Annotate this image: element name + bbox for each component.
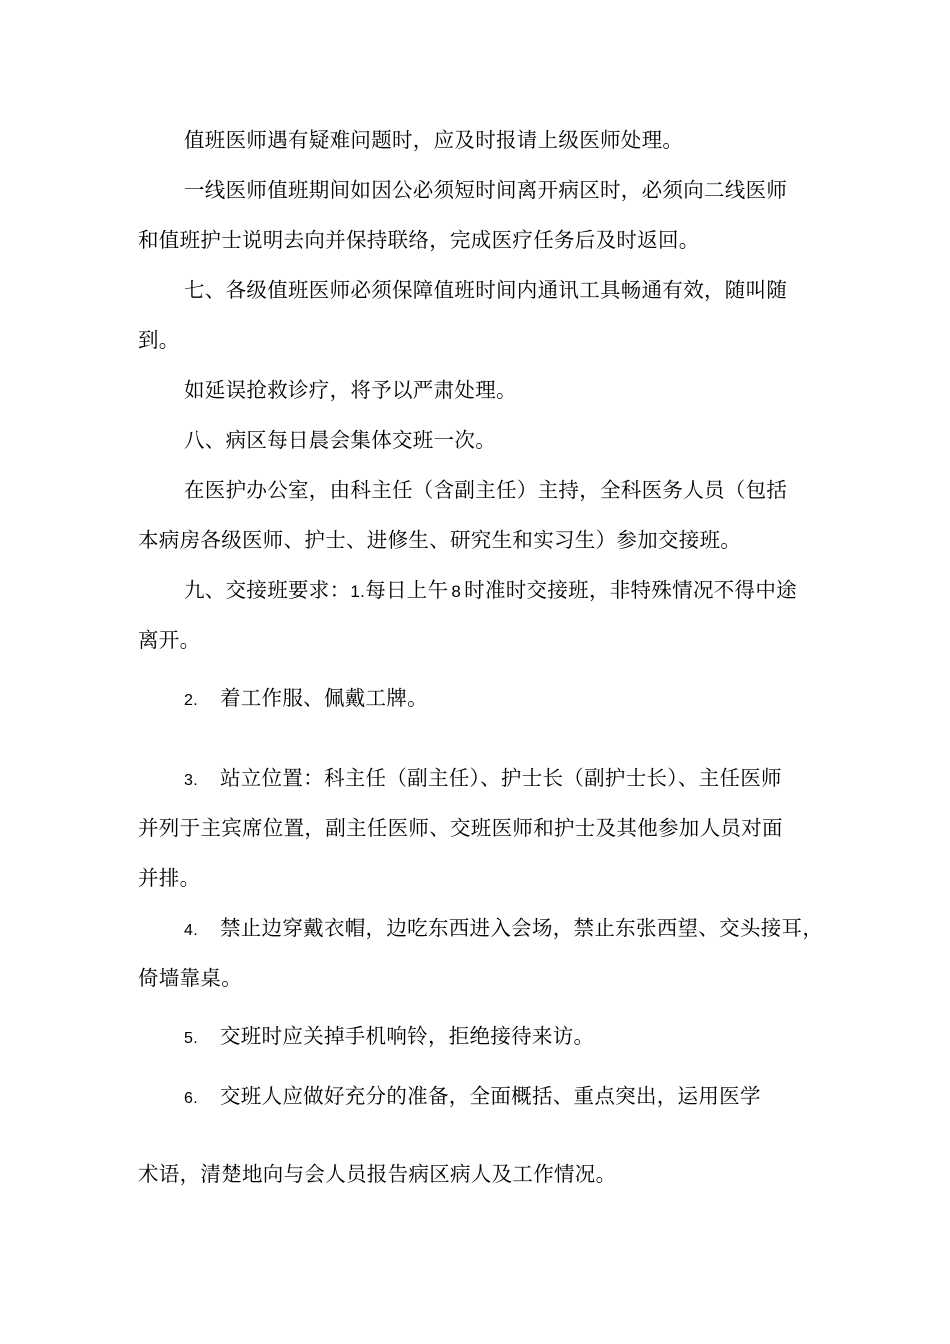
paragraph-line: 本病房各级医师、护士、进修生、研究生和实习生）参加交接班。 — [138, 528, 742, 552]
paragraph-line: 一线医师值班期间如因公必须短时间离开病区时，必须向二线医师 — [184, 178, 788, 202]
paragraph-line: 七、各级值班医师必须保障值班时间内通讯工具畅通有效，随叫随 — [184, 278, 788, 302]
list-item-text: 交班人应做好充分的准备，全面概括、重点突出，运用医学 — [219, 1084, 761, 1108]
list-number: 3. — [184, 772, 198, 789]
line-text: 时准时交接班，非特殊情况不得中途 — [464, 578, 797, 602]
paragraph-line: 在医护办公室，由科主任（含副主任）主持，全科医务人员（包括 — [184, 478, 788, 502]
list-number: 5. — [184, 1030, 198, 1047]
list-item — [184, 914, 823, 945]
paragraph-line: 如延误抢救诊疗，将予以严肃处理。 — [184, 378, 517, 402]
list-item-text: 禁止边穿戴衣帽，边吃东西进入会场，禁止东张西望、交头接耳， — [219, 916, 824, 940]
paragraph-line: 并列于主宾席位置，副主任医师、交班医师和护士及其他参加人员对面 — [138, 816, 783, 840]
list-item — [184, 684, 428, 715]
list-item-text: 着工作服、佩戴工牌。 — [219, 686, 428, 710]
paragraph-line: 八、病区每日晨会集体交班一次。 — [184, 428, 496, 452]
paragraph-line: 并排。 — [138, 866, 201, 890]
list-item-text: 站立位置：科主任（副主任）、护士长（副护士长）、主任医师 — [219, 766, 782, 790]
paragraph-line: 值班医师遇有疑难问题时，应及时报请上级医师处理。 — [184, 128, 684, 152]
paragraph-line: 和值班护士说明去向并保持联络，完成医疗任务后及时返回。 — [138, 228, 700, 252]
section-heading: 九、交接班要求： — [184, 578, 351, 602]
list-number: 2. — [184, 692, 198, 709]
line-text: 每日上午 — [365, 578, 449, 602]
list-number: 6. — [184, 1090, 198, 1107]
hour-number: 8 — [451, 582, 462, 601]
list-item — [184, 1082, 761, 1113]
paragraph-line: 到。 — [138, 328, 180, 352]
paragraph-line: 倚墙靠桌。 — [138, 966, 242, 990]
list-item-text: 交班时应关掉手机响铃，拒绝接待来访。 — [219, 1024, 595, 1048]
paragraph-line: 离开。 — [138, 628, 201, 652]
paragraph-line: 术语，清楚地向与会人员报告病区病人及工作情况。 — [138, 1162, 617, 1186]
list-item — [184, 764, 782, 795]
list-number: 4. — [184, 922, 198, 939]
paragraph-line — [184, 576, 797, 606]
list-number: 1. — [350, 582, 366, 601]
list-item — [184, 1022, 594, 1053]
